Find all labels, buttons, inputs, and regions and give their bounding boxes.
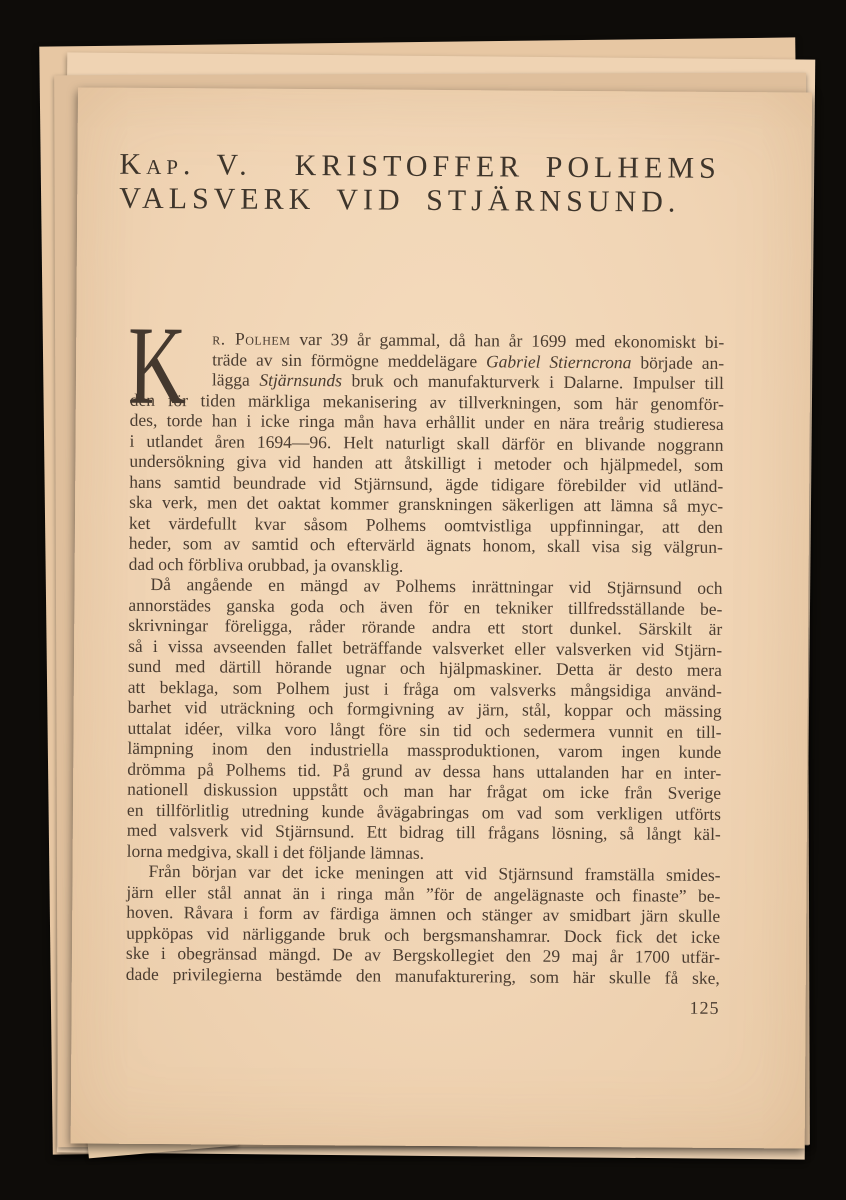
text-line: en tillförlitlig utredning kunde åvägabringas om vad som verkligen utförts bbox=[126, 799, 722, 824]
chapter-title bbox=[119, 148, 725, 220]
paragraph bbox=[127, 574, 723, 865]
text-line: des, torde han i icke ringa mån hava erhållit under en nära treårig studieresa bbox=[129, 409, 724, 434]
text-line: annorstädes ganska goda och även för en tekniker tillfredsställande be- bbox=[128, 594, 723, 619]
text-line: uttalat idéer, vilka voro långt före sin tid och sedermera vunnit en till- bbox=[127, 717, 722, 742]
text-line: r. Polhem var 39 år gammal, då han år 1699 med ekonomiskt bi- bbox=[212, 328, 725, 352]
text-line: att beklaga, som Polhem just i fråga om valsverks mångsidiga använd- bbox=[127, 676, 722, 701]
text-line: lämpning inom den industriella massproduktionen, varom ingen kunde bbox=[127, 737, 722, 762]
text-line: hoven. Råvara i form av färdiga ämnen och stänger av smidbart järn skulle bbox=[126, 901, 721, 926]
chapter-title-line-2: VALSVERK VID STJÄRNSUND. bbox=[119, 181, 681, 219]
paragraph bbox=[126, 861, 721, 988]
paragraph bbox=[127, 303, 725, 578]
text-line: i utlandet åren 1694—96. Helt naturligt skall därför en blivande noggrann bbox=[129, 430, 724, 455]
text-line: ska verk, men det oaktat kommer granskningen säkerligen att lämna så myc- bbox=[129, 491, 724, 516]
lead-small-caps: r. Polhem bbox=[212, 328, 291, 349]
text-line: med valsverk vid Stjärnsund. Ett bidrag till frågans lösning, så långt käl- bbox=[126, 819, 721, 844]
text-line: dade privilegierna bestämde den manufakturering, som här skulle få ske, bbox=[125, 963, 720, 988]
page-number: 125 bbox=[689, 997, 720, 1018]
text-line: sund med därtill hörande ugnar och hjälpmaskiner. Detta är desto mera bbox=[127, 655, 723, 680]
text-line: uppköpas vid närliggande bruk och bergsmanshamrar. Dock fick det icke bbox=[126, 922, 721, 947]
text-line: Från början var det icke meningen att vid Stjärnsund framställa smides- bbox=[148, 860, 721, 885]
text-line: Då angående en mängd av Polhems inrättningar vid Stjärnsund och bbox=[150, 573, 723, 598]
text-line: ske i obegränsad mängd. De av Bergskollegiet den 29 maj år 1700 utfär- bbox=[125, 942, 721, 967]
body-text bbox=[125, 303, 725, 988]
text-line: järn eller stål annat än i ringa mån ”för de angelägnaste och finaste” be- bbox=[126, 881, 721, 906]
text-line: skrivningar föreligga, råder rörande andra ett stort dunkel. Särskilt är bbox=[128, 614, 723, 639]
text-line: nationell diskussion uppstått och man har frågat om icke från Sverige bbox=[127, 778, 722, 803]
text-line: ket värdefullt kvar såsom Polhems oomtvistliga uppfinningar, att den bbox=[128, 512, 724, 537]
chapter-title-line-1: Kap. V. KRISTOFFER POLHEMS bbox=[119, 147, 721, 185]
drop-cap: K bbox=[127, 303, 187, 429]
text-line: hans samtid beundrade vid Stjärnsund, ägde tidigare förebilder vid utländ- bbox=[129, 471, 724, 496]
text-line: den för tiden märkliga mekanisering av tillverkningen, som här genomför- bbox=[129, 389, 724, 414]
book-page bbox=[71, 87, 812, 1148]
text-line: så i vissa avseenden fallet beträffande valsverket eller valsverken vid Stjärn- bbox=[128, 635, 723, 660]
text-line: lorna medgiva, skall i det följande lämnas. bbox=[126, 840, 425, 863]
text-line: träde av sin förmögne meddelägare Gabriel Stierncrona började an- bbox=[212, 348, 725, 373]
text-line: drömma på Polhems tid. På grund av dessa hans uttalanden har en inter- bbox=[127, 758, 722, 783]
text-line: heder, som av samtid och eftervärld ägnats honom, skall visa sig välgrun- bbox=[128, 532, 723, 557]
text-line: undersökning giva vid handen att åtskilligt i metoder och hjälpmedel, som bbox=[129, 450, 724, 475]
text-line: barhet vid uträckning och formgivning av järn, stål, koppar och mässing bbox=[127, 696, 722, 721]
text-line: dad och förbliva orubbad, ja ovansklig. bbox=[128, 553, 404, 576]
text-line: lägga Stjärnsunds bruk och manufakturverk i Dalarne. Impulser till bbox=[211, 369, 725, 393]
